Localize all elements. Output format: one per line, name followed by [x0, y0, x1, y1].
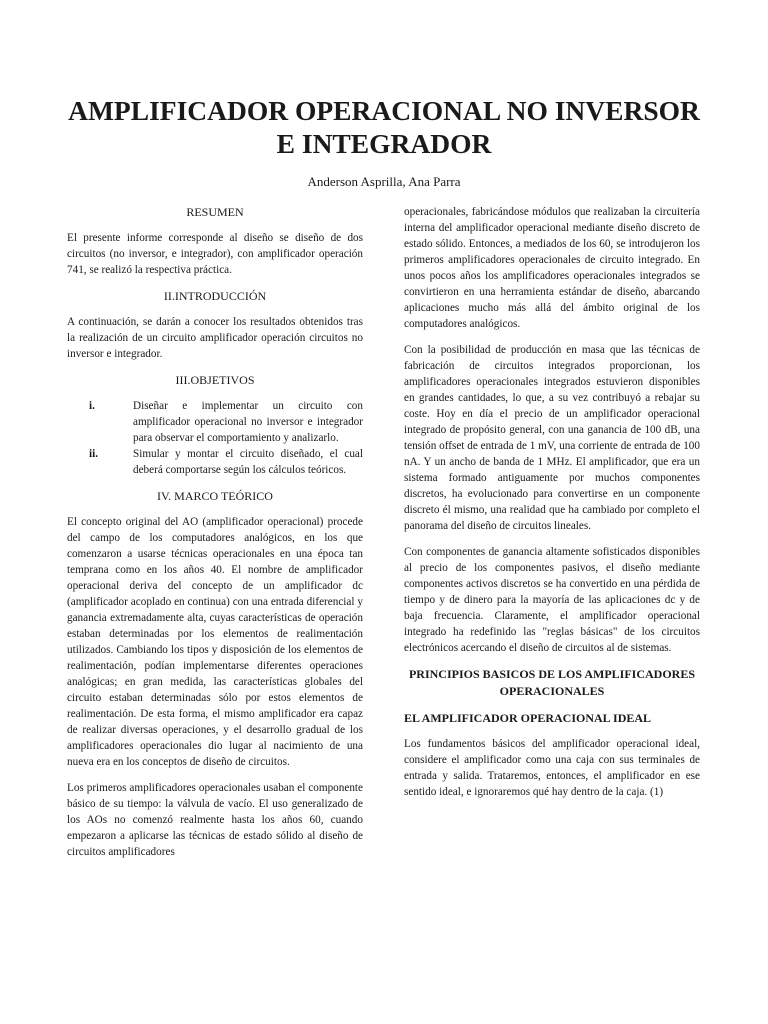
body-paragraph-1: operacionales, fabricándose módulos que realizaban la circuitería interna del amplificador operacional mediante diseño discreto de estado sólido. Entonces, a mediados de los 60, se introdujeron los primeros amplificadores operacionales de circuito integrado. En unos pocos años los amplificadores operacionales integrados se convirtieron en una herramienta estándar de diseño, abarcando aplicaciones mucho más allá del ámbito original de los computadores analógicos.	[404, 206, 700, 330]
introduccion-heading: II.INTRODUCCIÓN	[163, 289, 267, 303]
list-item-number: ii.	[89, 448, 99, 460]
amplificador-ideal-heading: EL AMPLIFICADOR OPERACIONAL IDEAL	[404, 711, 652, 725]
marco-teorico-paragraph-2: Los primeros amplificadores operacionales usaban el componente básico de su tiempo: la válvula de vacío. El uso generalizado de los AOs no comenzó realmente hasta los años 60, cuando empezaron a aplicarse las técnicas de estado sólido al diseño de circuitos amplificadores	[67, 782, 363, 858]
body-paragraph-2: Con la posibilidad de producción en masa que las técnicas de fabricación de circuitos integrados proporcionan, los amplificadores operacionales integrados estuvieron disponibles en grandes cantidades, lo que, a su vez contribuyó a rebajar su coste. Hoy en día el precio de un amplificador operacional integrado de propósito general, con una ganancia de 100 dB, una tensión offset de entrada de 1 mV, una corriente de entrada de 100 nA. Y un ancho de banda de 1 MHz. El amplificador, que era un sistema formado antiguamente por muchos componentes discretos, ha evolucionado para convertirse en un componente discreto él mismo, una realidad que ha cambiado por completo el panorama del diseño de circuitos lineales.	[404, 344, 700, 532]
body-paragraph-4: Los fundamentos básicos del amplificador operacional ideal, considere el amplificador como una caja con sus terminales de entrada y salida. Trataremos, entonces, el amplificador en ese sentido ideal, e ignoraremos qué hay dentro de la caja. (1)	[404, 738, 700, 798]
resumen-heading: RESUMEN	[186, 205, 244, 219]
principios-heading: PRINCIPIOS BASICOS DE LOS AMPLIFICADORES OPERACIONALES	[408, 667, 696, 698]
marco-teorico-heading: IV. MARCO TEÓRICO	[157, 489, 273, 503]
paper-authors: Anderson Asprilla, Ana Parra	[307, 174, 461, 189]
marco-teorico-paragraph-1: El concepto original del AO (amplificador operacional) procede del campo de los computadores analógicos, en los que comenzaron a usarse técnicas operacionales en una época tan temprana como en los años 40. El nombre de amplificador operacional deriva del concepto de un amplificador dc (amplificador acoplado en continua) con una entrada diferencial y ganancia extremadamente alta, cuyas características de operación estaban determinadas por los elementos de realimentación utilizados. Cambiando los tipos y disposición de los elementos de realimentación, podían implementarse diferentes operaciones analógicas; en gran medida, las características globales del circuito estaban determinadas sólo por estos elementos de realimentación. De esta forma, el mismo amplificador era capaz de realizar diversas operaciones, y el desarrollo gradual de los amplificadores operacionales dio lugar al nacimiento de una nueva era en los conceptos de diseño de circuitos.	[67, 516, 363, 768]
list-item-text: Diseñar e implementar un circuito con amplificador operacional no inversor e integrador para observar el comportamiento y analizarlo.	[133, 400, 363, 444]
left-column	[67, 204, 363, 870]
objetivos-heading: III.OBJETIVOS	[175, 373, 255, 387]
list-item-number: i.	[89, 400, 95, 412]
resumen-paragraph: El presente informe corresponde al diseño se diseño de dos circuitos (no inversor, e integrador), con amplificador operación 741, se realizó la respectiva práctica.	[67, 232, 363, 276]
introduccion-paragraph: A continuación, se darán a conocer los resultados obtenidos tras la realización de un circuito amplificador operación circuitos no inversor e integrador.	[67, 316, 363, 360]
body-paragraph-3: Con componentes de ganancia altamente sofisticados disponibles al precio de los componentes pasivos, el diseño mediante componentes activos discretos se ha convertido en una pérdida de tiempo y de dinero para la mayoría de las aplicaciones dc y de baja frecuencia. Claramente, el amplificador operacional integrado ha redefinido las "reglas básicas" de los circuitos electrónicos acercando el diseño de circuitos al de sistemas.	[404, 546, 700, 654]
right-column	[404, 204, 700, 810]
objetivos-list	[67, 398, 363, 478]
paper-title: AMPLIFICADOR OPERACIONAL NO INVERSOR E INTEGRADOR	[68, 95, 700, 159]
list-item-text: Simular y montar el circuito diseñado, el cual deberá comportarse según los cálculos teóricos.	[133, 448, 363, 476]
list-item	[67, 398, 363, 446]
list-item	[67, 446, 363, 478]
